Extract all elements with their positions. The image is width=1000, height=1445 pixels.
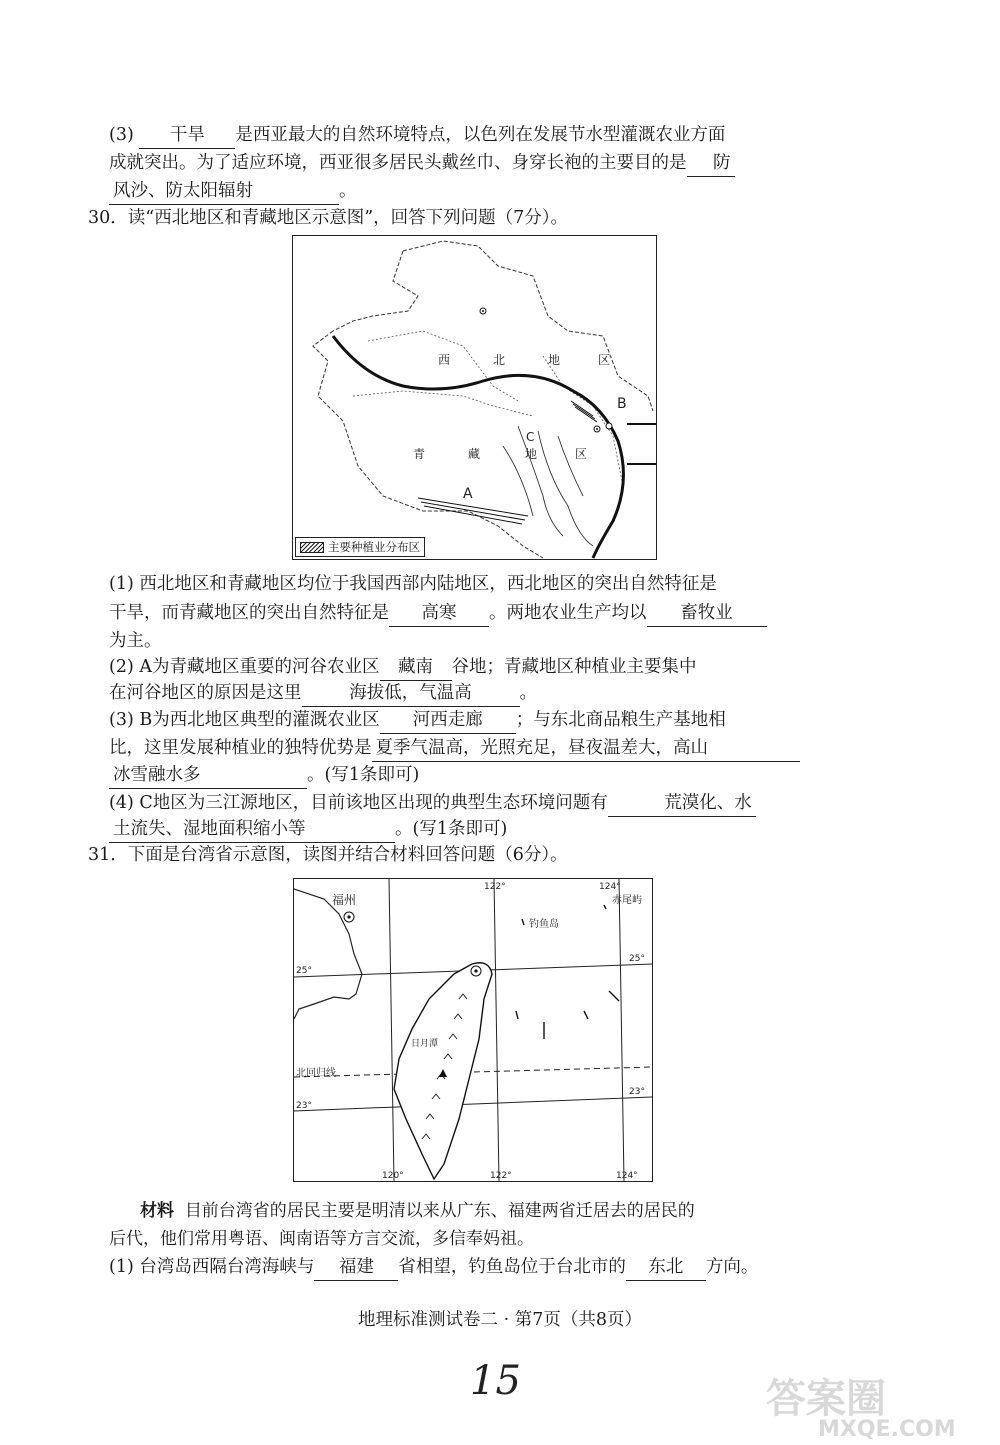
label-qing: 青 xyxy=(413,447,426,461)
question-text: (3) B为西北地区典型的灌溉农业区 xyxy=(109,710,380,730)
q30-1-line2 xyxy=(109,600,767,627)
svg-text:MXQE.COM: MXQE.COM xyxy=(818,1417,956,1440)
watermark-logo xyxy=(758,1372,990,1440)
lat-23-left: 23° xyxy=(296,1101,312,1111)
q30-3-line3 xyxy=(109,762,419,789)
lat-25-left: 25° xyxy=(296,966,312,976)
punctuation: 。 xyxy=(339,181,357,201)
q30-3-line2 xyxy=(109,735,800,762)
riyue-label: 日月潭 xyxy=(411,1039,439,1049)
lon-122-top: 122° xyxy=(484,882,506,892)
q29-3-line2 xyxy=(109,150,735,177)
svg-text:答案圈: 答案圈 xyxy=(766,1376,886,1422)
question-text: 干旱，而青藏地区的突出自然特征是 xyxy=(109,603,389,623)
hatch-icon xyxy=(300,542,324,553)
q30-4-line2 xyxy=(109,816,507,843)
q30-1-line3: 为主。 xyxy=(109,631,162,651)
question-text: 比，这里发展种植业的独特优势是 xyxy=(109,738,372,758)
q30-2-line2 xyxy=(109,680,537,707)
answer-blank: 防 xyxy=(687,150,735,177)
q29-3-line1 xyxy=(109,122,725,149)
q30-4-line1 xyxy=(109,790,756,817)
lon-122-bot: 122° xyxy=(490,1171,512,1181)
answer-blank: 冰雪融水多 xyxy=(109,762,307,789)
label-bei: 北 xyxy=(493,353,506,367)
answer-blank: 畜牧业 xyxy=(647,600,767,627)
punctuation: 。 xyxy=(519,683,537,703)
label-c-di: 地 xyxy=(525,447,538,461)
question-text: (2) A为青藏地区重要的河谷农业区 xyxy=(109,657,380,677)
taiwan-map xyxy=(293,878,653,1182)
q30-1-line1: (1) 西北地区和青藏地区均位于我国西部内陆地区，西北地区的突出自然特征是 xyxy=(109,574,717,594)
answer-blank: 福建 xyxy=(314,1254,398,1281)
q29-3-line3 xyxy=(109,178,357,205)
answer-blank: 夏季气温高，光照充足，昼夜温差大，高山 xyxy=(372,735,800,762)
label-b: B xyxy=(617,396,627,412)
taiwan-map-drawing xyxy=(294,879,652,1181)
question-text: 方向。 xyxy=(705,1257,759,1277)
question-text: (4) C地区为三江源地区，目前该地区出现的典型生态环境问题有 xyxy=(109,793,608,813)
page-footer: 地理标准测试卷二 · 第7页（共8页） xyxy=(358,1310,642,1330)
material-line2: 后代，他们常用粤语、闽南语等方言交流，多信奉妈祖。 xyxy=(109,1229,534,1249)
q30-2-line1 xyxy=(109,654,697,681)
label-zang: 藏 xyxy=(468,447,481,461)
lon-124-top: 124° xyxy=(599,882,621,892)
question-text: 。(写1条即可) xyxy=(307,765,420,785)
material-label: 材料 xyxy=(140,1201,174,1221)
question-text: 省相望，钓鱼岛位于台北市的 xyxy=(398,1257,626,1277)
chiwei-label: 赤尾屿 xyxy=(612,895,642,906)
legend-label: 主要种植业分布区 xyxy=(328,540,420,554)
question-text: ；与东北商品粮生产基地相 xyxy=(515,710,726,730)
label-xi: 西 xyxy=(438,353,451,367)
question-text: 是西亚最大的自然环境特点，以色列在发展节水型灌溉农业方面 xyxy=(235,125,726,145)
answer-blank: 风沙、防太阳辐射 xyxy=(109,178,339,205)
answer-blank: 高寒 xyxy=(389,600,489,627)
q30-3-line1 xyxy=(109,707,726,734)
q31-1-line1 xyxy=(109,1254,758,1281)
map-legend xyxy=(295,537,425,557)
tropic-label: 北回归线 xyxy=(296,1068,336,1079)
q31-title: 31．下面是台湾省示意图，读图并结合材料回答问题（6分）。 xyxy=(88,845,568,865)
material-line1 xyxy=(140,1198,695,1224)
lon-120-bot: 120° xyxy=(382,1171,404,1181)
answer-blank: 海拔低，气温高 xyxy=(302,680,520,707)
answer-blank: 土流失、湿地面积缩小等 xyxy=(109,816,395,843)
answer-blank: 东北 xyxy=(626,1254,706,1281)
fuzhou-label: 福州 xyxy=(332,893,357,907)
answer-blank: 河西走廊 xyxy=(380,707,516,734)
answer-blank: 干旱 xyxy=(139,122,235,149)
q30-title: 30．读“西北地区和青藏地区示意图”，回答下列问题（7分）。 xyxy=(88,208,569,228)
question-text: 谷地；青藏地区种植业主要集中 xyxy=(451,657,697,677)
question-text: 。(写1条即可) xyxy=(395,819,508,839)
lat-23-right: 23° xyxy=(629,1087,645,1097)
material-text: 目前台湾省的居民主要是明清以来从广东、福建两省迁居去的居民的 xyxy=(184,1201,695,1221)
label-c-qu: 区 xyxy=(575,447,588,461)
northwest-qinghai-tibet-map xyxy=(292,235,657,560)
label-a: A xyxy=(463,486,473,502)
answer-blank: 藏南 xyxy=(380,654,452,681)
map-drawing xyxy=(293,236,656,559)
q-number: (3) xyxy=(109,125,134,145)
handwritten-page-number: 15 xyxy=(470,1358,521,1404)
answer-blank: 荒漠化、水 xyxy=(608,790,756,817)
label-c: C xyxy=(526,430,535,444)
question-text: (1) 台湾岛西隔台湾海峡与 xyxy=(109,1257,315,1277)
diaoyu-label: 钓鱼岛 xyxy=(529,919,559,930)
question-text: 成就突出。为了适应环境，西亚很多居民头戴丝巾、身穿长袍的主要目的是 xyxy=(109,153,687,173)
label-di: 地 xyxy=(548,353,561,367)
lon-124-bot: 124° xyxy=(616,1171,638,1181)
question-text: 。两地农业生产均以 xyxy=(489,603,647,623)
label-qu: 区 xyxy=(598,353,611,367)
lat-25-right: 25° xyxy=(629,954,645,964)
question-text: 在河谷地区的原因是这里 xyxy=(109,683,302,703)
